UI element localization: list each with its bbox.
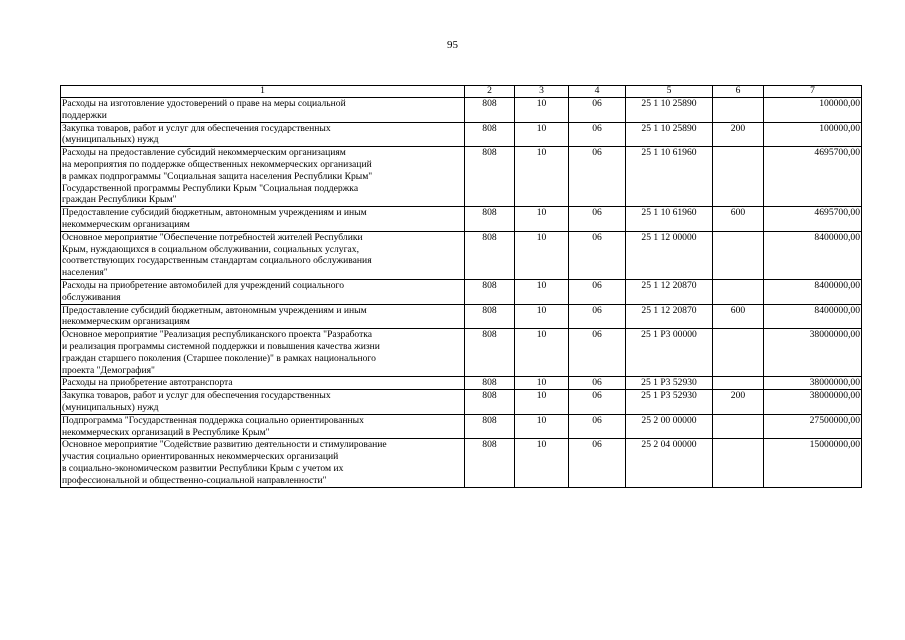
row-name-line: в рамках подпрограммы "Социальная защита населения Республики Крым" — [62, 170, 373, 182]
column-header: 6 — [713, 86, 764, 98]
amount-cell: 4695700,00 — [764, 207, 862, 232]
amount-cell: 100000,00 — [764, 98, 862, 123]
row-name-line: населения" — [62, 267, 108, 279]
section-cell: 10 — [515, 439, 569, 487]
subsection-cell: 06 — [569, 304, 626, 329]
column-header: 4 — [569, 86, 626, 98]
vedomstvo-cell: 808 — [465, 414, 515, 439]
table-row — [61, 377, 862, 390]
row-name-line: некоммерческим организациям — [62, 316, 190, 328]
section-cell: 10 — [515, 207, 569, 232]
row-name-line: граждан старшего поколения (Старшее поколение)" в рамках национального — [62, 352, 376, 364]
column-header: 2 — [465, 86, 515, 98]
row-name-line: участия социально ориентированных некоммерческих организаций — [62, 451, 339, 463]
expense-type-cell — [713, 329, 764, 377]
section-cell: 10 — [515, 329, 569, 377]
section-cell: 10 — [515, 122, 569, 147]
amount-cell: 100000,00 — [764, 122, 862, 147]
row-name-line: обслуживания — [62, 291, 121, 303]
expense-type-cell — [713, 147, 764, 207]
row-name-line: профессиональной и общественно-социальной направленности" — [62, 474, 327, 486]
vedomstvo-cell: 808 — [465, 377, 515, 390]
section-cell: 10 — [515, 377, 569, 390]
row-name-line: (муниципальных) нужд — [62, 134, 159, 146]
row-name-line: Расходы на изготовление удостоверений о праве на меры социальной — [62, 98, 346, 109]
expense-type-cell — [713, 377, 764, 390]
amount-cell: 38000000,00 — [764, 390, 862, 415]
section-cell: 10 — [515, 231, 569, 279]
row-name-line: Расходы на приобретение автомобилей для учреждений социального — [62, 279, 345, 291]
row-name-cell — [61, 377, 465, 390]
amount-cell: 38000000,00 — [764, 329, 862, 377]
subsection-cell: 06 — [569, 231, 626, 279]
row-name-line: Предоставление субсидий бюджетным, автономным учреждениям и иным — [62, 304, 367, 316]
column-header: 3 — [515, 86, 569, 98]
vedomstvo-cell: 808 — [465, 329, 515, 377]
expense-type-cell — [713, 439, 764, 487]
column-header: 7 — [764, 86, 862, 98]
row-name-line: Предоставление субсидий бюджетным, автономным учреждениям и иным — [62, 207, 367, 219]
vedomstvo-cell: 808 — [465, 122, 515, 147]
row-name-line: в социально-экономическом развитии Республики Крым с учетом их — [62, 462, 344, 474]
table-row — [61, 279, 862, 304]
vedomstvo-cell: 808 — [465, 439, 515, 487]
row-name-line: некоммерческих организаций в Республике Крым" — [62, 426, 270, 438]
row-name-cell — [61, 329, 465, 377]
vedomstvo-cell: 808 — [465, 207, 515, 232]
vedomstvo-cell: 808 — [465, 147, 515, 207]
section-cell: 10 — [515, 414, 569, 439]
row-name-cell — [61, 414, 465, 439]
section-cell: 10 — [515, 98, 569, 123]
subsection-cell: 06 — [569, 122, 626, 147]
target-article-cell: 25 1 12 00000 — [626, 231, 713, 279]
table-row — [61, 122, 862, 147]
table-row — [61, 231, 862, 279]
section-cell: 10 — [515, 147, 569, 207]
table-row — [61, 329, 862, 377]
vedomstvo-cell: 808 — [465, 304, 515, 329]
row-name-cell — [61, 231, 465, 279]
vedomstvo-cell: 808 — [465, 390, 515, 415]
budget-table — [60, 85, 862, 488]
row-name-line: Крым, нуждающихся в социальном обслуживании, социальных услугах, — [62, 243, 359, 255]
subsection-cell: 06 — [569, 98, 626, 123]
amount-cell: 8400000,00 — [764, 231, 862, 279]
subsection-cell: 06 — [569, 439, 626, 487]
row-name-line: Основное мероприятие "Реализация республиканского проекта "Разработка — [62, 329, 373, 341]
expense-type-cell — [713, 414, 764, 439]
expense-type-cell: 200 — [713, 390, 764, 415]
expense-type-cell — [713, 231, 764, 279]
row-name-line: соответствующих государственным стандартам социального обслуживания — [62, 255, 372, 267]
target-article-cell: 25 1 10 61960 — [626, 207, 713, 232]
table-row — [61, 207, 862, 232]
row-name-line: Закупка товаров, работ и услуг для обеспечения государственных — [62, 122, 331, 134]
row-name-cell — [61, 304, 465, 329]
table-row — [61, 414, 862, 439]
table-row — [61, 147, 862, 207]
target-article-cell: 25 1 12 20870 — [626, 304, 713, 329]
amount-cell: 4695700,00 — [764, 147, 862, 207]
column-header: 5 — [626, 86, 713, 98]
amount-cell: 38000000,00 — [764, 377, 862, 390]
target-article-cell: 25 2 04 00000 — [626, 439, 713, 487]
row-name-cell — [61, 207, 465, 232]
expense-type-cell — [713, 98, 764, 123]
target-article-cell: 25 1 10 25890 — [626, 98, 713, 123]
row-name-line: проекта "Демография" — [62, 364, 155, 376]
expense-type-cell — [713, 279, 764, 304]
table-header-row — [61, 86, 862, 98]
amount-cell: 8400000,00 — [764, 279, 862, 304]
amount-cell: 15000000,00 — [764, 439, 862, 487]
subsection-cell: 06 — [569, 329, 626, 377]
row-name-line: Государственной программы Республики Крым "Социальная поддержка — [62, 182, 359, 194]
table-row — [61, 304, 862, 329]
vedomstvo-cell: 808 — [465, 98, 515, 123]
section-cell: 10 — [515, 279, 569, 304]
subsection-cell: 06 — [569, 147, 626, 207]
row-name-line: Закупка товаров, работ и услуг для обеспечения государственных — [62, 390, 331, 402]
table-row — [61, 98, 862, 123]
row-name-line: Расходы на предоставление субсидий некоммерческим организациям — [62, 147, 346, 159]
target-article-cell: 25 2 00 00000 — [626, 414, 713, 439]
subsection-cell: 06 — [569, 279, 626, 304]
row-name-line: Подпрограмма "Государственная поддержка социально ориентированных — [62, 414, 364, 426]
row-name-cell — [61, 390, 465, 415]
target-article-cell: 25 1 P3 52930 — [626, 390, 713, 415]
subsection-cell: 06 — [569, 390, 626, 415]
subsection-cell: 06 — [569, 377, 626, 390]
vedomstvo-cell: 808 — [465, 279, 515, 304]
target-article-cell: 25 1 P3 00000 — [626, 329, 713, 377]
expense-type-cell: 600 — [713, 304, 764, 329]
page-number: 95 — [447, 39, 458, 51]
row-name-line: и реализация программы системной поддержки и повышения качества жизни — [62, 340, 380, 352]
row-name-line: (муниципальных) нужд — [62, 401, 159, 413]
column-header: 1 — [61, 86, 465, 98]
expense-type-cell: 200 — [713, 122, 764, 147]
vedomstvo-cell: 808 — [465, 231, 515, 279]
table-row — [61, 390, 862, 415]
section-cell: 10 — [515, 304, 569, 329]
row-name-line: Расходы на приобретение автотранспорта — [62, 377, 233, 389]
row-name-line: на мероприятия по поддержке общественных некоммерческих организаций — [62, 158, 372, 170]
target-article-cell: 25 1 10 61960 — [626, 147, 713, 207]
amount-cell: 8400000,00 — [764, 304, 862, 329]
row-name-cell — [61, 98, 465, 123]
table-body — [61, 98, 862, 488]
table-row — [61, 439, 862, 487]
subsection-cell: 06 — [569, 207, 626, 232]
amount-cell: 27500000,00 — [764, 414, 862, 439]
row-name-cell — [61, 279, 465, 304]
target-article-cell: 25 1 P3 52930 — [626, 377, 713, 390]
row-name-line: граждан Республики Крым" — [62, 194, 177, 206]
row-name-line: некоммерческим организациям — [62, 218, 190, 230]
row-name-cell — [61, 122, 465, 147]
row-name-line: Основное мероприятие "Содействие развитию деятельности и стимулирование — [62, 439, 387, 451]
row-name-cell — [61, 147, 465, 207]
row-name-line: поддержки — [62, 109, 107, 121]
row-name-line: Основное мероприятие "Обеспечение потребностей жителей Республики — [62, 231, 363, 243]
target-article-cell: 25 1 12 20870 — [626, 279, 713, 304]
subsection-cell: 06 — [569, 414, 626, 439]
row-name-cell — [61, 439, 465, 487]
expense-type-cell: 600 — [713, 207, 764, 232]
target-article-cell: 25 1 10 25890 — [626, 122, 713, 147]
section-cell: 10 — [515, 390, 569, 415]
